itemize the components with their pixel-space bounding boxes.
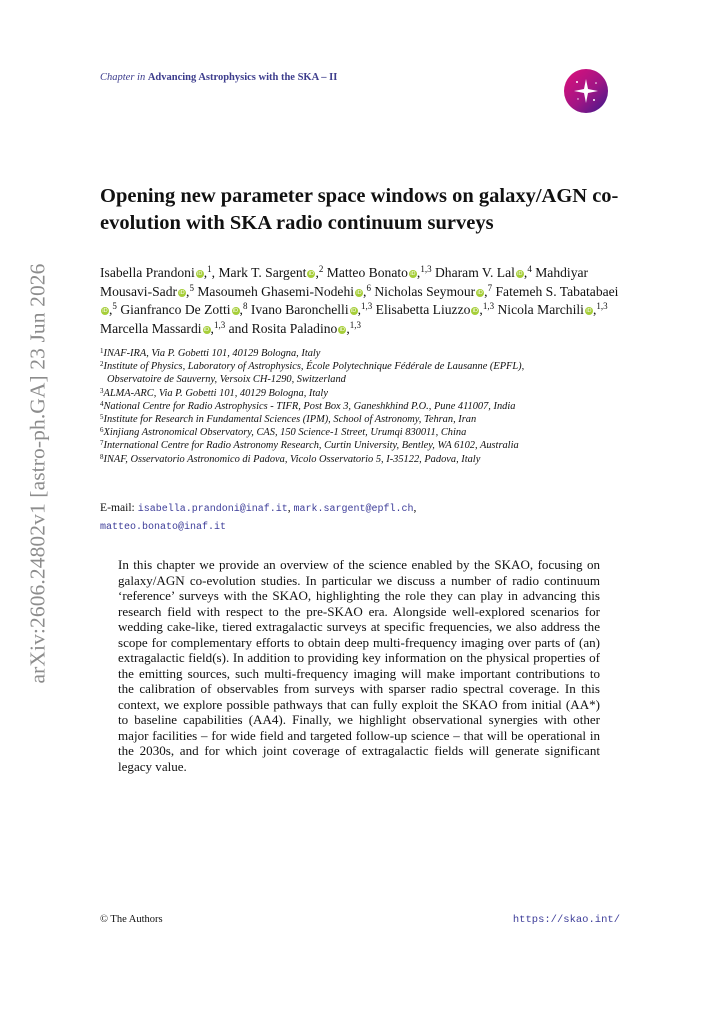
author-name: Nicola Marchili [497, 302, 584, 317]
affiliation-line [100, 347, 620, 360]
orcid-icon[interactable]: iD [351, 308, 357, 314]
orcid-icon[interactable]: iD [197, 271, 203, 277]
orcid-icon[interactable]: iD [477, 289, 483, 296]
book-title[interactable]: Advancing Astrophysics with the SKA – II [147, 72, 338, 83]
orcid-icon[interactable]: iD [308, 271, 315, 277]
affiliation-line [100, 387, 620, 400]
affiliation-text: Observatoire de Sauverny, Versoix CH-1290, Switzerland [107, 374, 346, 386]
affiliation-text: INAF-IRA, Via P. Gobetti 101, 40129 Bologna, Italy [103, 348, 321, 359]
author-affiliation-ref: 1,3 [213, 319, 226, 330]
author-affiliation-ref: 7 [487, 282, 493, 293]
email-block: E-mail: isabella.prandoni@inaf.it, mark.sargent@epfl.ch, matteo.bonato@inaf.it [100, 501, 417, 533]
author-affiliation-ref: 6 [366, 282, 371, 293]
email-link-1[interactable]: isabella.prandoni@inaf.it [137, 504, 288, 515]
email-link-3[interactable]: matteo.bonato@inaf.it [100, 522, 227, 533]
author-affiliation-ref: 5 [112, 301, 117, 311]
affiliation-text: INAF, Osservatorio Astronomico di Padova, Vicolo Osservatorio 5, I-35122, Padova, Italy [103, 453, 481, 465]
orcid-icon[interactable]: iD [102, 308, 108, 314]
affiliation-number: 4 [100, 399, 104, 408]
author-name: Nicholas Seymour [374, 283, 476, 299]
affiliation-text: Institute of Physics, Laboratory of Astrophysics, École Polytechnique Fédérale de Lausanne (EPFL), [103, 361, 525, 373]
author-affiliation-ref: 1,3 [349, 319, 362, 330]
affiliation-list [100, 347, 620, 466]
orcid-icon[interactable]: iD [179, 289, 185, 296]
author-name: Fatemeh S. Tabatabaei [495, 283, 619, 299]
author-affiliation-ref: 1,3 [596, 301, 608, 311]
author-name: Masoumeh Ghasemi-Nodehi [197, 283, 355, 299]
author-name: Matteo Bonato [326, 265, 408, 280]
author-affiliation-ref: 5 [189, 282, 194, 293]
author-affiliation-ref: 2 [318, 264, 324, 274]
author-affiliation-ref: 4 [527, 264, 532, 274]
arxiv-stamp [10, 262, 66, 684]
paper-title: Opening new parameter space windows on galaxy/AGN co-evolution with SKA radio continuum surveys [100, 185, 619, 234]
affiliation-text: ALMA-ARC, Via P. Gobetti 101, 40129 Bologna, Italy [103, 387, 328, 399]
email-link-2[interactable]: mark.sargent@epfl.ch [293, 504, 414, 515]
affiliation-line [100, 360, 620, 373]
orcid-icon[interactable]: iD [356, 289, 362, 296]
ska-star-logo-icon [563, 68, 609, 114]
orcid-icon[interactable]: iD [339, 326, 345, 333]
orcid-icon[interactable]: iD [586, 308, 592, 314]
author-name: Isabella Prandoni [100, 265, 195, 280]
email-label: E-mail: [100, 501, 135, 514]
affiliation-number: 8 [100, 452, 104, 461]
skao-url-link[interactable]: https://skao.int/ [512, 914, 620, 926]
chapter-line [100, 72, 337, 83]
orcid-icon[interactable]: iD [203, 326, 210, 333]
author-name: Rosita Paladino [251, 320, 338, 336]
affiliation-text: International Centre for Radio Astronomy Research, Curtin University, Bentley, WA 6102, Australia [103, 440, 519, 452]
affiliation-number: 5 [100, 413, 104, 422]
author-name: Elisabetta Liuzzo [375, 302, 471, 317]
affiliation-number: 7 [100, 439, 104, 448]
author-list: Isabella Prandoni iD,$^1$, Mark T. Sargent iD,$^2$ Matteo Bonato iD,$^{1,3}$ Dharam V. Lal iD,$^4$ Mahdiyar Mousavi-Sadr iD,$^5$ Masoumeh Ghasemi-Nodehi iD,$^6$ Nicholas Seymour iD,$^7$ Fatemeh S. TabatabaeiiD,$^5$ Gianfranco De Zotti iD,$^8$ Ivano Baronchelli iD,$^{1,3}$ Elisabetta Liuzzo iD,$^{1,3}$ Nicola Marchili iD,$^{1,3}$ Marcella Massardi iD,$^{1,3}$ and Rosita Paladino iD,$^{1,3}$ [100, 264, 619, 336]
copyright: © The Authors [100, 914, 163, 925]
affiliation-line [100, 400, 620, 413]
affiliation-text: Xinjiang Astronomical Observatory, CAS, 150 Science-1 Street, Urumqi 830011, China [103, 427, 467, 439]
orcid-icon[interactable]: iD [472, 308, 479, 314]
affiliation-text: National Centre for Radio Astrophysics - TIFR, Post Box 3, Ganeshkhind P.O., Pune 411007, India [103, 400, 516, 412]
affiliation-number: 2 [100, 360, 104, 369]
orcid-icon[interactable]: iD [232, 308, 239, 314]
affiliation-line [100, 413, 620, 426]
affiliation-number: 6 [100, 426, 104, 435]
author-affiliation-ref: 8 [242, 301, 248, 311]
author-affiliation-ref: 1,3 [420, 264, 432, 274]
affiliation-number: 3 [100, 386, 104, 395]
abstract: In this chapter we provide an overview of the science enabled by the SKAO, focusing on galaxy/AGN co-evolution studies. In particular we discuss a number of radio continuum ‘reference’ surveys with the SKAO, highlighting the role they can play in advancing this research field with respect to the pre-SKAO era. Alongside well-explored scenarios for wedding cake-like, tiered extragalactic surveys at specific frequencies, we also address the scope for complementary efforts to obtain deep multi-frequency imaging over parts of (an) extragalactic field(s). In addition to providing key information on the physical properties of the emitting sources, such multi-frequency imaging will make important contributions to the calibration of observables from surveys with sparser radio spectral coverage. In this context, we explore possible pathways that can fully exploit the SKAO from initial (AA*) to baseline capabilities (AA4). Finally, we highlight observational synergies with other major facilities – for wide field and targeted follow-up science – that will be operational in the 2030s, and for which joint coverage of extragalactic fields will generate significant legacy value. [118, 557, 600, 774]
affiliation-text: Institute for Research in Fundamental Sciences (IPM), School of Astronomy, Tehran, Iran [103, 414, 477, 426]
affiliation-line [100, 453, 620, 466]
author-name: Marcella Massardi [100, 320, 202, 336]
author-affiliation-ref: 1,3 [361, 301, 373, 311]
author-affiliation-ref: 1,3 [482, 301, 495, 311]
author-name: Dharam V. Lal [434, 265, 515, 280]
orcid-icon[interactable]: iD [410, 271, 416, 277]
author-affiliation-ref: 1 [207, 264, 212, 274]
author-name: Gianfranco De Zotti [120, 302, 231, 317]
author-name: Ivano Baronchelli [250, 302, 349, 317]
author-name: Mark T. Sargent [218, 265, 307, 280]
affiliation-number: 1 [100, 347, 104, 355]
orcid-icon[interactable]: iD [517, 271, 523, 277]
arxiv-identifier: arXiv:2606.24802v1 [astro-ph.GA] 23 Jun 2026 [25, 262, 50, 684]
chapter-prefix: Chapter in [100, 72, 146, 83]
affiliation-line [100, 439, 620, 452]
affiliation-line [100, 426, 620, 439]
affiliation-line [100, 373, 620, 386]
author-name: Mahdiyar Mousavi-Sadr [100, 265, 589, 299]
